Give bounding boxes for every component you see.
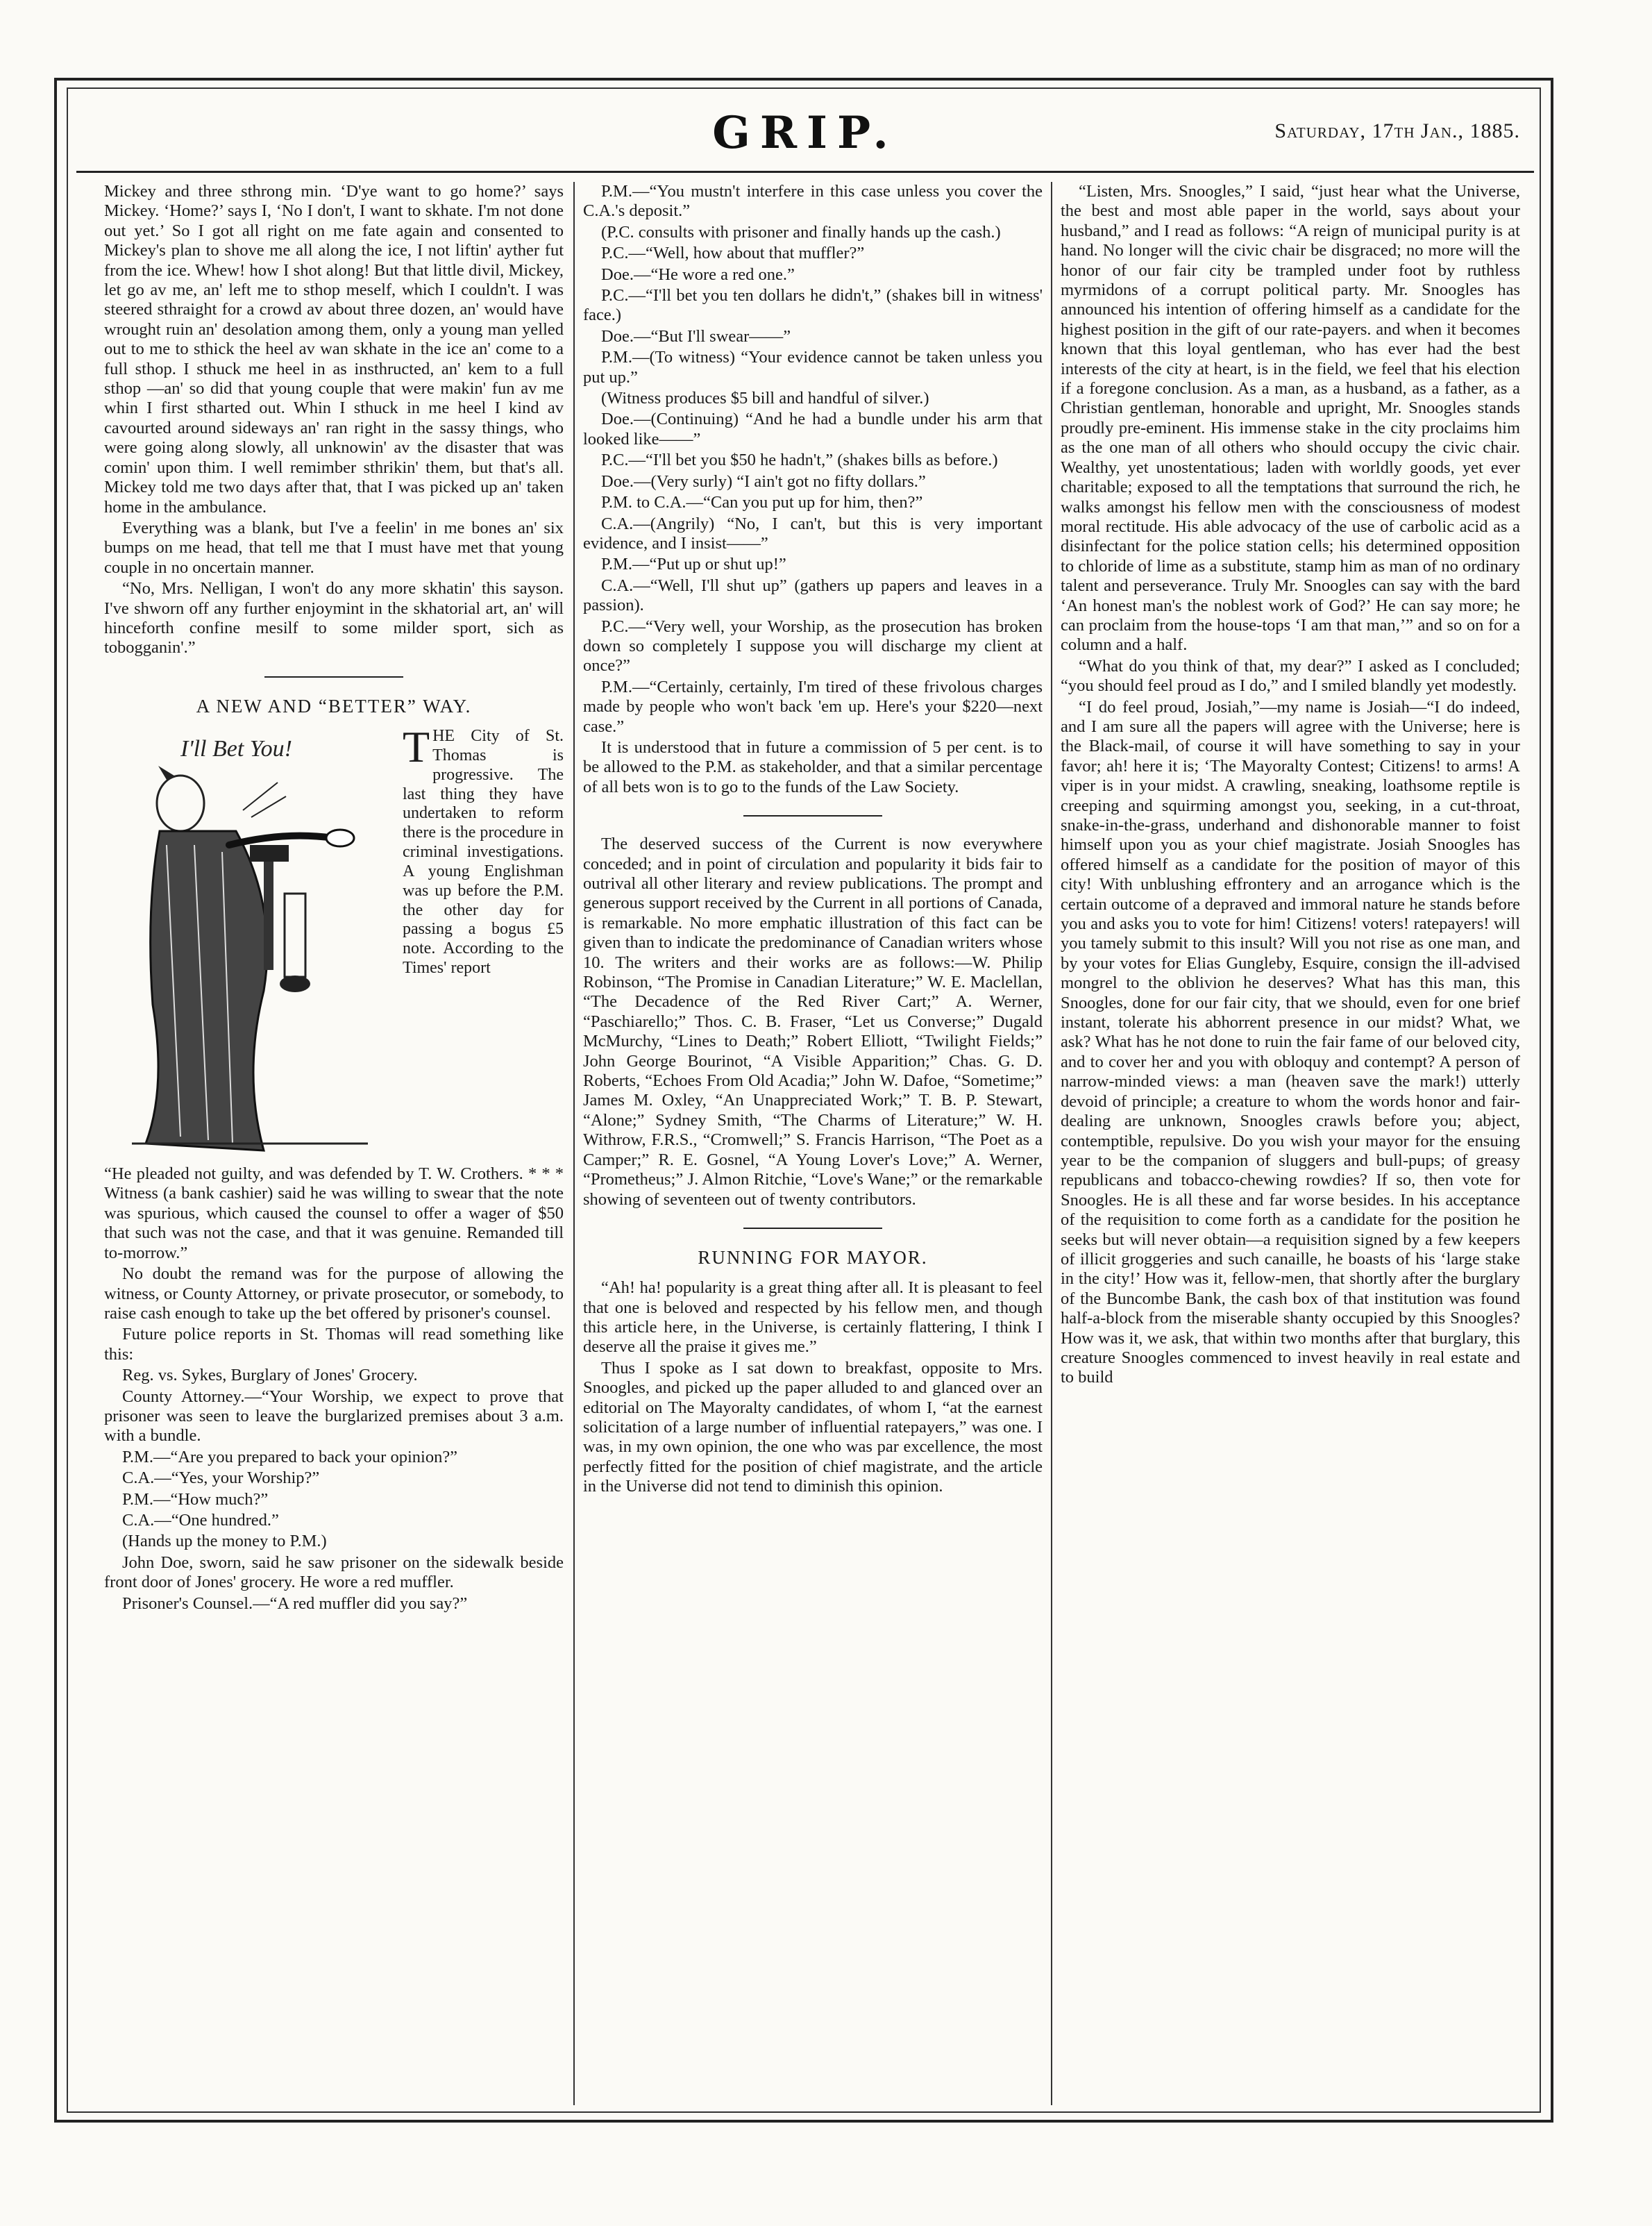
cartoon-illustration: [104, 727, 396, 1164]
paragraph: Doe.—(Continuing) “And he had a bundle under his arm that looked like——”: [583, 410, 1043, 449]
paragraph: “He pleaded not guilty, and was defended by T. W. Crothers. * * * Witness (a bank cashier) said he was willing to swear that the note was spurious, which caused the counsel to offer a wager of $50 that such was not the case, and that it was genuine. Remanded till to-morrow.”: [104, 1164, 564, 1262]
paragraph: P.C.—“Well, how about that muffler?”: [601, 244, 865, 263]
article-heading: RUNNING FOR MAYOR.: [698, 1246, 928, 1268]
section-divider: [743, 1228, 882, 1229]
paragraph: HE City of St. Thomas is progressive. The last thing they have undertaken to reform there is the procedure in criminal investigations. A young Englishman was up before the P.M. the other day for passing a bogus £5 note. According to the Times' report: [403, 727, 564, 977]
cartoon-block: [104, 722, 564, 1164]
header-rule: [76, 171, 1534, 173]
masthead: GRIP.: [712, 107, 898, 159]
paragraph: Doe.—(Very surly) “I ain't got no fifty dollars.”: [601, 471, 926, 491]
paragraph: Doe.—“He wore a red one.”: [601, 265, 795, 284]
paragraph: It is understood that in future a commission of 5 per cent. is to be allowed to the P.M. as stakeholder, and that a similar percentage of all bets won is to go to the funds of the Law Society.: [583, 737, 1043, 796]
paragraph: P.M.—“Certainly, certainly, I'm tired of these frivolous charges made by people who won't back 'em up. Here's your $220—next case.”: [583, 677, 1043, 736]
column-rule: [1051, 182, 1052, 2105]
paragraph: P.M.—(To witness) “Your evidence cannot be taken unless you put up.”: [583, 348, 1043, 387]
paragraph: Reg. vs. Sykes, Burglary of Jones' Grocery.: [122, 1366, 418, 1385]
paragraph: County Attorney.—“Your Worship, we expect to prove that prisoner was seen to leave the burglarized premises about 3 a.m. with a bundle.: [104, 1387, 564, 1446]
column-2: [583, 182, 1043, 2105]
paragraph: C.A.—“Well, I'll shut up” (gathers up papers and leaves in a passion).: [583, 576, 1043, 615]
paragraph: (Hands up the money to P.M.): [122, 1532, 327, 1551]
paragraph: Prisoner's Counsel.—“A red muffler did you say?”: [122, 1593, 468, 1613]
dateline: Saturday, 17th Jan., 1885.: [1274, 119, 1520, 142]
column-3: [1061, 182, 1520, 2105]
paragraph: No doubt the remand was for the purpose of allowing the witness, or County Attorney, or private prosecutor, or somebody, to raise cash enough to take up the bet offered by prisoner's counsel.: [104, 1264, 564, 1323]
article-heading: A NEW AND “BETTER” WAY.: [196, 695, 472, 717]
paragraph: John Doe, sworn, said he saw prisoner on the sidewalk beside front door of Jones' grocery. He wore a red muffler.: [104, 1553, 564, 1592]
paragraph: P.M.—“Are you prepared to back your opinion?”: [122, 1447, 458, 1466]
paragraph: Future police reports in St. Thomas will read something like this:: [104, 1325, 564, 1364]
paragraph: “What do you think of that, my dear?” I asked as I concluded; “you should feel proud as I do,” and I smiled blandly yet modestly.: [1061, 656, 1520, 696]
paragraph: Everything was a blank, but I've a feelin' in me bones an' six bumps on me head, that tell me that I must have met that young couple in no oncertain manner.: [104, 518, 564, 577]
paragraph: P.M.—“Put up or shut up!”: [601, 555, 786, 574]
paragraph: (P.C. consults with prisoner and finally hands up the cash.): [601, 222, 1001, 242]
cartoon-caption: I'll Bet You!: [180, 736, 292, 762]
paragraph: C.A.—(Angrily) “No, I can't, but this is very important evidence, and I insist——”: [583, 514, 1043, 553]
paragraph: C.A.—“One hundred.”: [122, 1510, 279, 1530]
paragraph: P.C.—“I'll bet you ten dollars he didn't,” (shakes bill in witness' face.): [583, 286, 1043, 325]
paragraph: P.C.—“Very well, your Worship, as the prosecution has broken down so completely I suppose you will discharge my client at once?”: [583, 617, 1043, 676]
paragraph: The deserved success of the Current is now everywhere conceded; and in point of circulation and popularity it bids fair to outrival all other literary and review publications. The prompt and generous support received by the Current in all portions of Canada, is remarkable. No more emphatic illustration of this fact can be given than to indicate the predominance of Canadian writers whose 10. The writers and their works are as follows:—W. Philip Robinson, “The Promise in Canadian Literature;” W. E. Maclellan, “The Decadence of the Red River Cart;” A. Werner, “Paschiarello;” Thos. C. B. Fraser, “Let us Converse;” Dugald McMurchy, “Lines to Death;” Robert Elliott, “Twilight Fields;” John George Bourinot, “A Visible Apparition;” Chas. G. D. Roberts, “Echoes From Old Acadia;” John W. Dafoe, “Sometime;” James M. Oxley, “An Unappreciated Work;” T. B. P. Stewart, “Alone;” Sydney Smith, “The Charms of Literature;” W. H. Withrow, F.R.S., “Cromwell;” S. Francis Harrison, “The Poet as a Camper;” R. E. Gosnel, “A Young Lover's Love;” A. Werner, “Prometheus;” J. Almon Ritchie, “Love's Wane;” or the remarkable showing of seventeen out of twenty contributors.: [583, 835, 1043, 1209]
section-divider: [264, 676, 403, 678]
section-divider: [743, 815, 882, 817]
paragraph: P.M.—“How much?”: [122, 1489, 269, 1509]
paragraph: Doe.—“But I'll swear——”: [601, 326, 791, 346]
cartoon-side-text: [403, 722, 564, 978]
paragraph: “Listen, Mrs. Snoogles,” I said, “just hear what the Universe, the best and most able paper in the world, says about your husband,” and I read as follows: “A reign of municipal purity is at hand. No longer will the civic chair be disgraced; no more will the honor of our fair city be trampled under foot by ruthless myrmidons of a corrupt political party. Mr. Snoogles has announced his intention of offering himself as a candidate for the highest position in the gift of our rate-payers. and when it becomes known that this loyal gentleman, who has ever had the best interests of the city at heart, is in the field, we feel that his election if a foregone conclusion. As a man, as a husband, as a father, as a Christian gentleman, honorable and upright, Mr. Snoogles stands proudly pre-eminent. His immense stake in the city proclaims him as the one man of all others who should occupy the civic chair. Wealthy, yet unostentatious; laden with worldly goods, yet ever charitable; exposed to all the temptations that surround the rich, he walks amongst his fellow men with the consciousness of modest moral rectitude. His able advocacy of the use of carbolic acid as a disinfectant for the police station cells; his determined opposition to chloride of lime as a substitute, stamp him as man of no ordinary talent and perseverance. Truly Mr. Snoogles can say with the bard ‘An honest man's the noblest work of God?’ He can say more; he can proclaim from the house-tops ‘I am that man,’” and so on for a column and a half.: [1061, 182, 1520, 655]
paragraph: Thus I spoke as I sat down to breakfast, opposite to Mrs. Snoogles, and picked up the paper alluded to and glanced over an editorial on The Mayoralty candidates, of whom I, “at the earnest solicitation of a large number of influential ratepayers,” was one. I was, in my own opinion, the one who was par excellence, the most perfectly fitted for the position of chief magistrate, and the article in the Universe did not tend to diminish this opinion.: [583, 1358, 1043, 1496]
paragraph: “Ah! ha! popularity is a great thing after all. It is pleasant to feel that one is beloved and respected by his fellow men, and though this article here, in the Universe, is certainly flattering, I think I deserve all the praise it gives me.”: [583, 1278, 1043, 1357]
paragraph: C.A.—“Yes, your Worship?”: [122, 1468, 320, 1488]
paragraph: Mickey and three sthrong min. ‘D'ye want to go home?’ says Mickey. ‘Home?’ says I, ‘No I don't, I want to skhate. I'm not done out yet.’ So I got all right on me fate again and consented to Mickey's plan to shove me all along the ice, I not liftin' ayther fut from the ice. Whew! how I shot along! But that little divil, Mickey, let go av me, an' left me to sthop meself, which I couldn't. I was steered sthraight for a crowd av about three dozen, an' would have wrought ruin an' desolation among them, only a young man yelled out to me to sthick the heel av wan skhate in the ice an' come to a full sthop. I sthuck me heel in as insthructed, an' kem to a full sthop —an' so did that young couple that were makin' fun av me whin I first stharted out. Whin I sthuck in me heel I kind av cavourted around sideways an' ran right in the sassy things, who were going along slowly, all unknowin' av the disaster that was comin' upon thim. I well remimber sthrikin' them, but that's all. Mickey told me two days after that, that I was picked up an' taken home in the ambulance.: [104, 182, 564, 517]
paragraph: “No, Mrs. Nelligan, I won't do any more skhatin' this sayson. I've shworn off any further enjoymint in the skhatorial art, an' will hinceforth confine mesilf to some milder sport, sich as tobogganin'.”: [104, 579, 564, 658]
paragraph: “I do feel proud, Josiah,”—my name is Josiah—“I do indeed, and I am sure all the papers will agree with the Universe; here is the Black-mail, of course it will have something to say in your favor; ah! here it is; ‘The Mayoralty Contest; Citizens! to arms! A viper is in your midst. A crawling, sneaking, loathsome reptile is creeping and squirming amongst you, seeking, in a cut-throat, snake-in-the-grass, underhand and dishonorable manner to foist himself upon you as your chief magistrate. Josiah Snoogles has offered himself as a candidate for the position of mayor of this city! With unblushing effrontery and an arrogance which is the certain outcome of a depraved and immoral nature he stands before you and asks you to vote for him! Citizens! voters! ratepayers! will you tamely submit to this insult? Will you not rise as one man, and by your votes for Elias Gungleby, Esquire, consign the ill-advised mongrel to the oblivion he deserves? What has this man, this Snoogles, done for our fair city, that we should, even for one brief instant, tolerate his abhorrent presence in our midst? What, we ask? What has he not done to ruin the fair fame of our beloved city, and to cover her and you with obloquy and contempt? A person of narrow-minded views: a man (heaven save the mark!) utterly devoid of principle; a creature to whom the words honor and fair-dealing are unknown, Snoogles crawls before you; abject, contemptible, repulsive. Do you wish your mayor for the ensuing year to be the companion of sluggers and bull-pups; of greasy republicans and tobacco-chewing rowdies? If so, then vote for Snoogles. He is all these and far worse besides. In his acceptance of the requisition to come forth as a candidate for the position he seeks but will never obtain—a requisition signed by a few keepers of illicit groggeries and such canaille, he boasts of his ‘large stake in the city!’ How was it, fellow-men, that shortly after the burglary of the Buncombe Bank, the cash box of that institution was found half-a-block from the miserable shanty occupied by this Snoogles? How was it, we ask, that within two months after that burglary, this creature Snoogles commenced to invest heavily in real estate and to build: [1061, 697, 1520, 1387]
drop-cap: T: [403, 722, 430, 772]
page-header: [76, 104, 1534, 167]
paragraph: P.M. to C.A.—“Can you put up for him, then?”: [601, 493, 923, 512]
paragraph: (Witness produces $5 bill and handful of silver.): [601, 389, 929, 408]
column-rule: [573, 182, 575, 2105]
paragraph: P.C.—“I'll bet you $50 he hadn't,” (shakes bills as before.): [601, 451, 998, 470]
column-1: [104, 182, 564, 2105]
paragraph: P.M.—“You mustn't interfere in this case unless you cover the C.A.'s deposit.”: [583, 182, 1043, 221]
